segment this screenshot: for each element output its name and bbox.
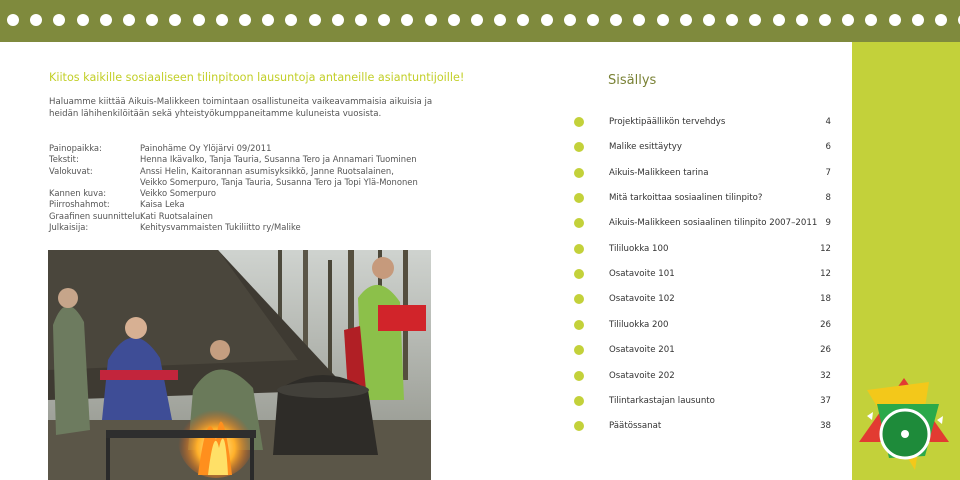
decorative-dot (448, 14, 460, 26)
toc-entry[interactable] (574, 420, 831, 432)
credit-label: Tekstit: (49, 154, 79, 165)
toc-title: Sisällys (608, 73, 657, 88)
bullet-icon (574, 193, 584, 203)
decorative-dot (633, 14, 645, 26)
toc-entry[interactable] (574, 268, 831, 280)
credit-row (49, 143, 418, 154)
credit-value: Painohäme Oy Ylöjärvi 09/2011 (140, 143, 272, 153)
decorative-dot (193, 14, 205, 26)
decorative-dot (773, 14, 785, 26)
credit-value: Anssi Helin, Kaitorannan asumisyksikkö, Janne Ruotsalainen, (140, 165, 394, 176)
toc-entry[interactable] (574, 243, 831, 255)
decorative-dot (309, 14, 321, 26)
toc-entry-label: Osatavoite 201 (609, 345, 675, 356)
bullet-icon (574, 371, 584, 381)
credit-value: Veikko Somerpuro (140, 188, 216, 199)
toc-entry-page: 37 (820, 395, 831, 406)
toc-entry-label: Malike esittäytyy (609, 142, 682, 153)
decorative-dot (216, 14, 228, 26)
decorative-dot (564, 14, 576, 26)
credit-row (49, 166, 418, 177)
decorative-dot (262, 14, 274, 26)
decorative-dot (726, 14, 738, 26)
toc-entry-page: 32 (820, 370, 831, 381)
toc-entry[interactable] (574, 344, 831, 356)
decorative-dot (100, 14, 112, 26)
credit-label (49, 177, 140, 188)
decorative-dot-row (0, 14, 960, 28)
credit-row (49, 154, 418, 165)
decorative-dot (587, 14, 599, 26)
toc-entry-label: Tililuokka 200 (609, 319, 669, 330)
credit-value: Veikko Somerpuro, Tanja Tauria, Susanna Tero ja Topi Ylä-Mononen (140, 176, 418, 187)
decorative-dot (169, 14, 181, 26)
toc-entry[interactable] (574, 167, 831, 179)
decorative-dot (610, 14, 622, 26)
decorative-dot (865, 14, 877, 26)
decorative-dot (355, 14, 367, 26)
credit-label: Piirroshahmot: (49, 199, 110, 210)
decorative-dot (889, 14, 901, 26)
decorative-dot (53, 14, 65, 26)
intro-paragraph: Haluamme kiittää Aikuis-Malikkeen toimintaan osallistuneita vaikeavammaisia aikuisia ja heidän lähihenkilöitään sekä yhteistyökumppaneitamme kuluneista vuosista. (49, 97, 433, 119)
decorative-dot (401, 14, 413, 26)
toc-entry[interactable] (574, 293, 831, 305)
toc-entry-page: 4 (825, 117, 831, 127)
decorative-dot (425, 14, 437, 26)
bullet-icon (574, 320, 584, 330)
campfire-group-photo (48, 250, 431, 480)
bullet-icon (574, 396, 584, 406)
toc-entry[interactable] (574, 217, 831, 229)
toc-entry-page: 6 (825, 142, 831, 153)
decorative-dot (819, 14, 831, 26)
header-band (0, 0, 960, 42)
decorative-dot (378, 14, 390, 26)
decorative-dot (471, 14, 483, 26)
credit-label: Valokuvat: (49, 165, 93, 176)
credit-row (49, 222, 418, 233)
decorative-dot (77, 14, 89, 26)
decorative-dot (146, 14, 158, 26)
toc-entry-page: 12 (820, 243, 831, 254)
toc-entry-label: Osatavoite 202 (609, 370, 675, 381)
decorative-dot (935, 14, 947, 26)
decorative-dot (7, 14, 19, 26)
decorative-dot (285, 14, 297, 26)
decorative-dot (842, 14, 854, 26)
bullet-icon (574, 244, 584, 254)
toc-entry-label: Osatavoite 101 (609, 269, 675, 280)
toc-entry-label: Projektipäällikön tervehdys (609, 117, 726, 127)
decorative-dot (657, 14, 669, 26)
decorative-dot (30, 14, 42, 26)
toc-entry-label: Aikuis-Malikkeen tarina (609, 167, 709, 178)
credit-row (49, 188, 418, 199)
toc-entry[interactable] (574, 395, 831, 407)
credit-label: Graafinen suunnittelu: (49, 210, 144, 221)
bullet-icon (574, 117, 584, 127)
decorative-dot (541, 14, 553, 26)
toc-entry-page: 12 (820, 269, 831, 280)
bullet-icon (574, 269, 584, 279)
toc-entry-page: 7 (825, 167, 831, 178)
toc-entry-label: Mitä tarkoittaa sosiaalinen tilinpito? (609, 193, 763, 204)
credit-row (49, 177, 418, 188)
decorative-dot (796, 14, 808, 26)
credit-label: Kannen kuva: (49, 188, 107, 199)
credits-block (49, 143, 418, 233)
bullet-icon (574, 294, 584, 304)
toc-entry[interactable] (574, 319, 831, 331)
credit-value: Kati Ruotsalainen (140, 210, 213, 221)
toc-entry[interactable] (574, 370, 831, 382)
toc-entry-label: Päätössanat (609, 421, 662, 432)
credit-label: Painopaikka: (49, 143, 102, 153)
bullet-icon (574, 168, 584, 178)
credit-row (49, 199, 418, 210)
decorative-dot (494, 14, 506, 26)
thanks-heading: Kiitos kaikille sosiaaliseen tilinpitoon lausuntoja antaneille asiantuntijoille! (49, 71, 465, 84)
toc-entry-label: Tililuokka 100 (609, 243, 669, 254)
decorative-dot (332, 14, 344, 26)
bullet-icon (574, 345, 584, 355)
toc-entry-page: 26 (820, 319, 831, 330)
credit-value: Henna Ikävalko, Tanja Tauria, Susanna Tero ja Annamari Tuominen (140, 154, 417, 165)
toc-entry-page: 8 (825, 193, 831, 204)
toc-entry[interactable] (574, 141, 831, 153)
toc-entry[interactable] (574, 192, 831, 204)
toc-entry-page: 26 (820, 345, 831, 356)
toc-entry-page: 9 (825, 218, 831, 229)
bullet-icon (574, 421, 584, 431)
decorative-dot (239, 14, 251, 26)
bullet-icon (574, 142, 584, 152)
toc-entry-label: Aikuis-Malikkeen sosiaalinen tilinpito 2007–2011 (609, 218, 818, 229)
credit-label: Julkaisija: (49, 222, 89, 233)
credit-row (49, 211, 418, 222)
toc-entry-label: Tilintarkastajan lausunto (609, 395, 715, 406)
decorative-dot (703, 14, 715, 26)
decorative-dot (749, 14, 761, 26)
credit-value: Kehitysvammaisten Tukiliitto ry/Malike (140, 222, 301, 233)
decorative-dot (912, 14, 924, 26)
credit-value: Kaisa Leka (140, 199, 185, 210)
toc-entry-page: 18 (820, 294, 831, 305)
decorative-dot (517, 14, 529, 26)
toc-entry-page: 38 (820, 421, 831, 432)
decorative-dot (680, 14, 692, 26)
bullet-icon (574, 218, 584, 228)
toc-entry[interactable] (574, 116, 831, 128)
toc-entry-label: Osatavoite 102 (609, 294, 675, 305)
decorative-dot (123, 14, 135, 26)
malike-logo (857, 376, 951, 472)
